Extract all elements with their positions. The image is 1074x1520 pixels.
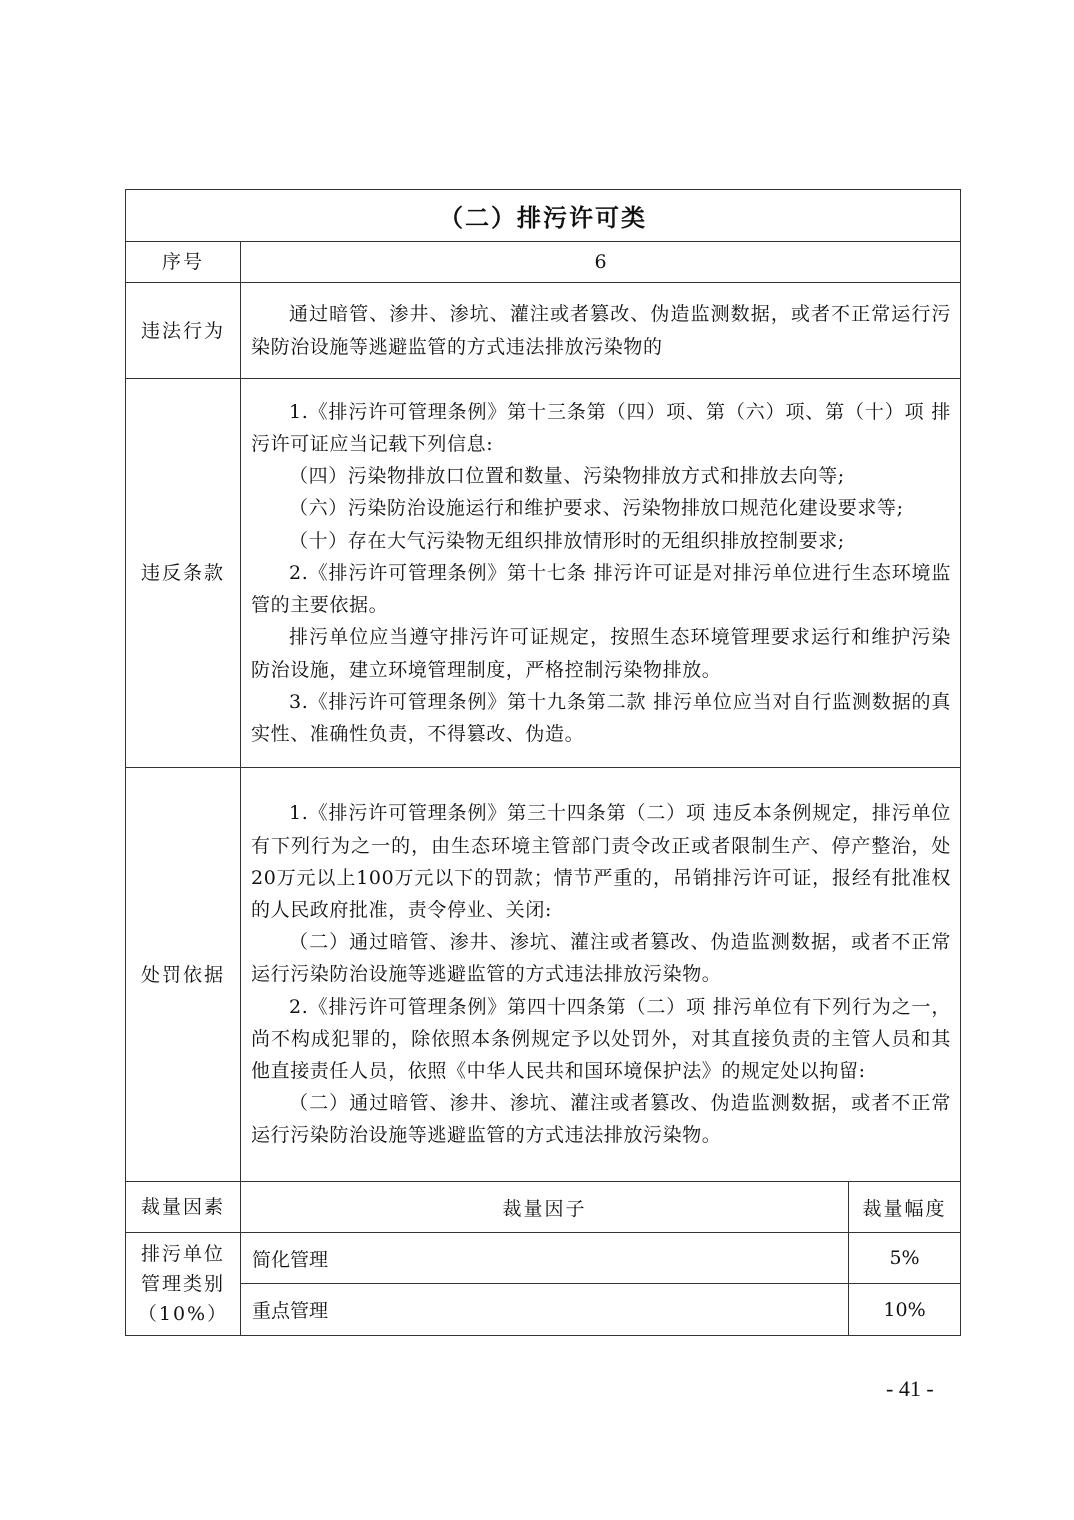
factor-item-header: 裁量因子 xyxy=(241,1182,849,1233)
penalty-content xyxy=(241,768,961,1182)
factor-header: 裁量因素 xyxy=(126,1182,241,1233)
seq-row xyxy=(126,242,961,283)
category-label-line: 排污单位 xyxy=(140,1243,225,1265)
factor-range: 10% xyxy=(849,1284,961,1336)
violation-paragraph: （十）存在大气污染物无组织排放情形时的无组织排放控制要求; xyxy=(289,529,845,552)
seq-value: 6 xyxy=(241,242,961,283)
violation-content xyxy=(241,379,961,768)
category-label-line: 管理类别 xyxy=(140,1273,225,1295)
violation-paragraph: 3.《排污许可管理条例》第十九条第二款 排污单位应当对自行监测数据的真实性、准确性负责，不得篡改、伪造。 xyxy=(251,690,952,745)
discretion-standard-table xyxy=(125,189,961,1336)
table-title: （二）排污许可类 xyxy=(126,190,961,242)
violation-paragraph: 1.《排污许可管理条例》第十三条第（四）项、第（六）项、第（十）项 排污许可证应当记载下列信息: xyxy=(251,400,952,456)
factor-row xyxy=(126,1284,961,1336)
penalty-label: 处罚依据 xyxy=(126,768,241,1182)
category-label-line: （10%） xyxy=(137,1303,229,1325)
factor-range: 5% xyxy=(849,1233,961,1284)
table-title-row xyxy=(126,190,961,242)
factor-name: 重点管理 xyxy=(241,1284,849,1336)
penalty-paragraph: （二）通过暗管、渗井、渗坑、灌注或者篡改、伪造监测数据，或者不正常运行污染防治设施等逃避监管的方式违法排放污染物。 xyxy=(251,1092,952,1147)
violation-paragraph: （六）污染防治设施运行和维护要求、污染物排放口规范化建设要求等; xyxy=(289,497,904,520)
penalty-paragraph: （二）通过暗管、渗井、渗坑、灌注或者篡改、伪造监测数据，或者不正常运行污染防治设施等逃避监管的方式违法排放污染物。 xyxy=(251,931,952,986)
penalty-paragraph: 2.《排污许可管理条例》第四十四条第（二）项 排污单位有下列行为之一，尚不构成犯罪的，除依照本条例规定予以处罚外，对其直接负责的主管人员和其他直接责任人员，依照《中华人民共和国环境保护法》的规定处以拘留: xyxy=(251,995,952,1082)
penalty-row xyxy=(126,768,961,1182)
violation-row xyxy=(126,379,961,768)
seq-label: 序号 xyxy=(126,242,241,283)
violation-paragraph: 排污单位应当遵守排污许可证规定，按照生态环境管理要求运行和维护污染防治设施，建立环境管理制度，严格控制污染物排放。 xyxy=(251,626,952,681)
violation-label: 违反条款 xyxy=(126,379,241,768)
violation-paragraph: 2.《排污许可管理条例》第十七条 排污许可证是对排污单位进行生态环境监管的主要依据。 xyxy=(251,561,952,617)
penalty-paragraph: 1.《排污许可管理条例》第三十四条第（二）项 违反本条例规定，排污单位有下列行为之一的，由生态环境主管部门责令改正或者限制生产、停产整治，处20万元以上100万元以下的罚款；情节严重的，吊销排污许可证，报经有批准权的人民政府批准，责令停业、关闭: xyxy=(251,802,952,921)
factor-name: 简化管理 xyxy=(241,1233,849,1284)
factor-row xyxy=(126,1233,961,1284)
page-number: - 41 - xyxy=(886,1376,934,1401)
range-header: 裁量幅度 xyxy=(849,1182,961,1233)
behavior-text: 通过暗管、渗井、渗坑、灌注或者篡改、伪造监测数据，或者不正常运行污染防治设施等逃避监管的方式违法排放污染物的 xyxy=(251,303,952,358)
violation-paragraph: （四）污染物排放口位置和数量、污染物排放方式和排放去向等; xyxy=(289,465,845,488)
behavior-label: 违法行为 xyxy=(126,283,241,379)
factor-header-row xyxy=(126,1182,961,1233)
behavior-row xyxy=(126,283,961,379)
behavior-content xyxy=(241,283,961,379)
category-label xyxy=(126,1233,241,1336)
